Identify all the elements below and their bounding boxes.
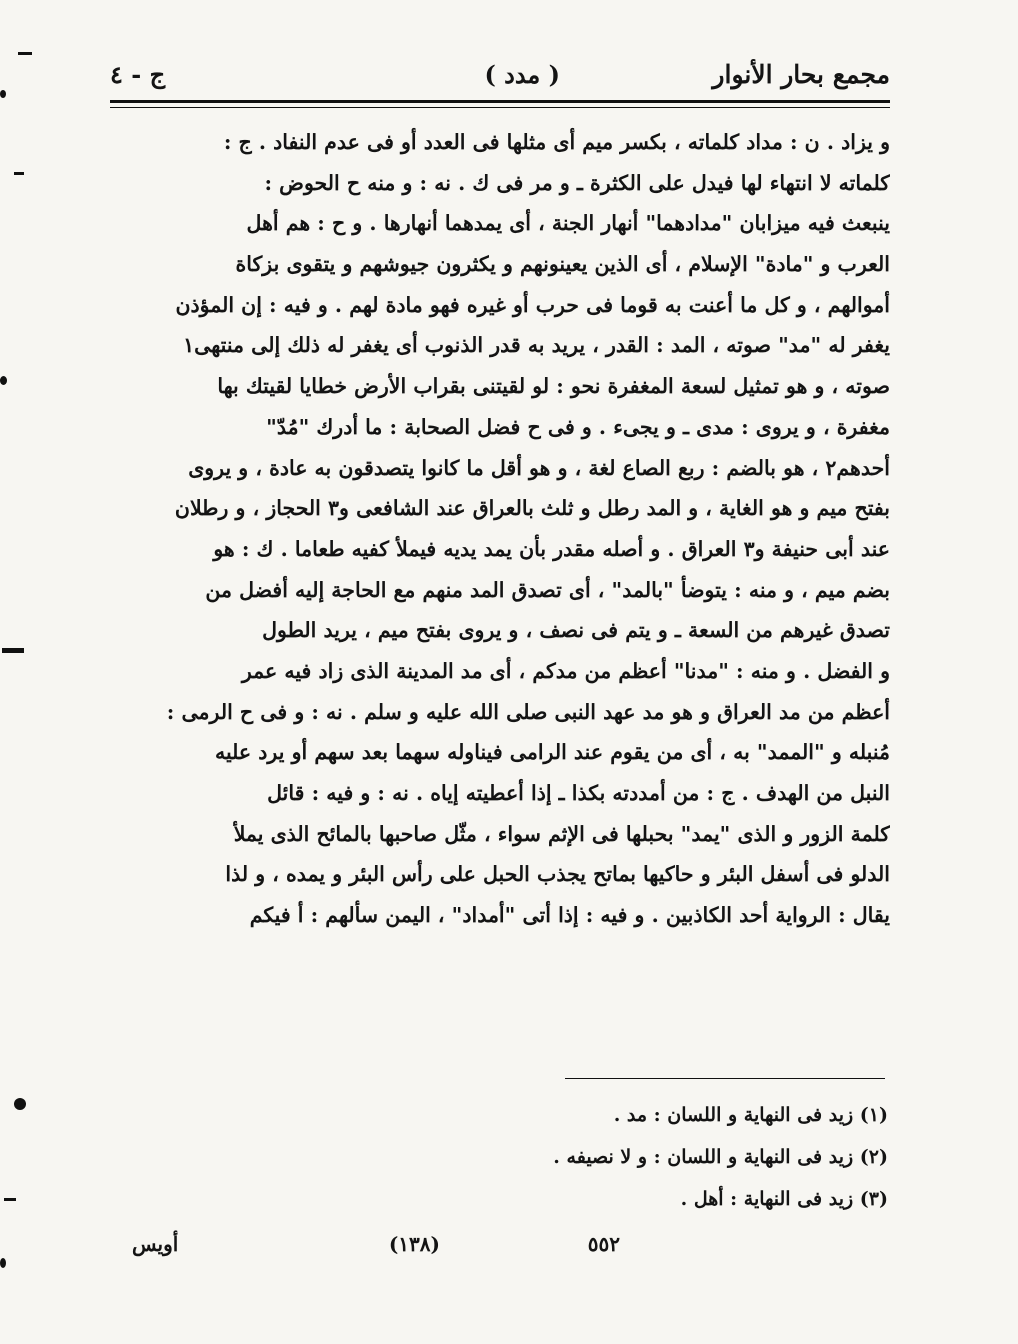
text-line: يقال : الرواية أحد الكاذبين . و فيه : إذا أتى "أمداد" ، اليمن سألهم : أ فيكم <box>249 903 890 928</box>
text-line: عند أبى حنيفة و٣ العراق . و أصله مقدر بأن يمد يديه فيملأ كفيه طعاما . ك : هو <box>213 536 890 561</box>
catchword: أويس <box>132 1232 179 1256</box>
scan-mark <box>2 648 24 653</box>
text-line: أموالهم ، و كل ما أعنت به قوما فى حرب أو غيره فهو مادة لهم . و فيه : إن المؤذن <box>175 292 890 317</box>
page-number: ٥٥٢ <box>587 1232 620 1256</box>
text-line: ينبعث فيه ميزابان "مدادهما" أنهار الجنة ، أى يمدهما أنهارها . و ح : هم أهل <box>246 211 890 236</box>
footnote: (١) زيد فى النهاية و اللسان : مد . <box>613 1104 888 1126</box>
text-line: مُنبله و "الممد" به ، أى من يقوم عند الرامى فيناوله سهما بعد سهم أو يرد عليه <box>214 740 890 765</box>
scan-mark <box>4 1198 16 1201</box>
text-line: و الفضل . و منه : "مدنا" أعظم من مدكم ، أى مد المدينة الذى زاد فيه عمر <box>241 658 890 683</box>
text-line: العرب و "مادة" الإسلام ، أى الذين يعينونهم و يكثرون جيوشهم و يتقوى بزكاة <box>235 252 890 277</box>
footnotes <box>288 1094 888 1220</box>
text-line: صوته ، و هو تمثيل لسعة المغفرة نحو : لو لقيتنى بقراب الأرض خطايا لقيتك بها <box>217 374 890 399</box>
text-line: الدلو فى أسفل البئر و حاكيها بماتح يجذب الحبل على رأس البئر و يمده ، و لذا <box>225 862 890 887</box>
scan-mark <box>0 376 7 385</box>
scan-mark <box>14 1098 26 1110</box>
main-text <box>110 122 890 936</box>
text-line: يغفر له "مد" صوته ، المد : القدر ، يريد به قدر الذنوب أى يغفر له ذلك إلى منتهى١ <box>183 333 890 358</box>
page-header <box>110 52 890 100</box>
text-line: بضم ميم ، و منه : يتوضأ "بالمد" ، أى تصدق المد منهم مع الحاجة إليه أفضل من <box>205 577 890 602</box>
text-line: كلمة الزور و الذى "يمد" بحبلها فى الإثم سواء ، مثّل صاحبها بالمائح الذى يملأ <box>233 821 890 846</box>
scan-mark <box>0 90 6 98</box>
footnote: (٢) زيد فى النهاية و اللسان : و لا نصيفه . <box>553 1146 888 1168</box>
volume-label: ج - ٤ <box>110 60 166 89</box>
scan-mark <box>14 172 24 175</box>
scan-mark <box>0 1258 6 1268</box>
text-line: تصدق غيرهم من السعة ـ و يتم فى نصف ، و يروى بفتح ميم ، يريد الطول <box>262 618 890 643</box>
text-line: أحدهم٢ ، هو بالضم : ربع الصاع لغة ، و هو أقل ما كانوا يتصدقون به عادة ، و يروى <box>188 455 890 480</box>
text-line: أعظم من مد العراق و هو مد عهد النبى صلى الله عليه و سلم . نه : و فى ح الرمى : <box>166 699 890 724</box>
footnote-rule <box>565 1078 885 1079</box>
book-title: مجمع بحار الأنوار <box>712 60 890 89</box>
page-footer <box>110 1232 890 1272</box>
signature-number: (١٣٨) <box>388 1232 440 1256</box>
text-line: كلماته لا انتهاء لها فيدل على الكثرة ـ و مر فى ك . نه : و منه ح الحوض : <box>264 170 890 195</box>
text-line: النبل من الهدف . ج : من أمددته بكذا ـ إذا أعطيته إياه . نه : و فيه : قائل <box>267 781 890 805</box>
footnote: (٣) زيد فى النهاية : أهل . <box>680 1188 888 1210</box>
text-line: و يزاد . ن : مداد كلماته ، بكسر ميم أى مثلها فى العدد أو فى عدم النفاد . ج : <box>223 130 890 154</box>
header-rule <box>110 100 890 108</box>
scan-mark <box>18 52 32 55</box>
text-line: مغفرة ، و يروى : مدى ـ و يجىء . و فى ح فضل الصحابة : ما أدرك "مُدّ" <box>266 414 890 439</box>
text-line: بفتح ميم و هو الغاية ، و المد رطل و ثلث بالعراق عند الشافعى و٣ الحجاز ، و رطلان <box>174 496 890 521</box>
entry-root-word: ( مدد ) <box>484 60 560 89</box>
